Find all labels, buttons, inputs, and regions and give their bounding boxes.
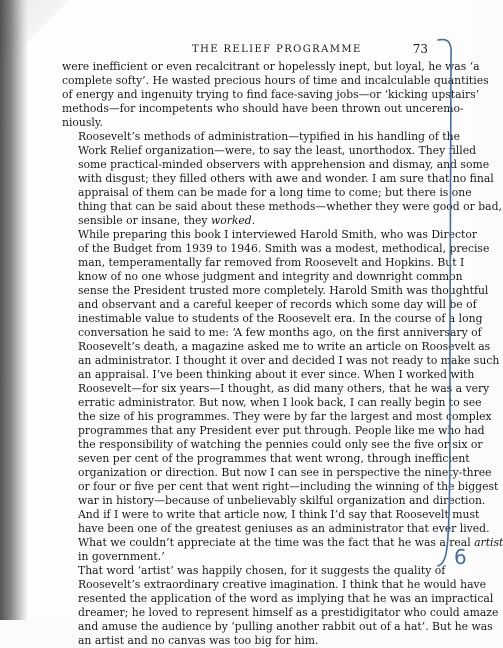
text-line: some practical-minded observers with apprehension and dismay, and some — [78, 158, 490, 171]
binding-shadow — [0, 0, 28, 620]
body-text — [62, 60, 503, 648]
text-line: resented the application of the word as implying that he was an impractical — [78, 592, 494, 605]
running-head: THE RELIEF PROGRAMME — [192, 44, 362, 55]
text-line: or four or five per cent that went right—including the winning of the biggest — [78, 480, 499, 493]
paragraph — [62, 228, 503, 564]
text-line: organization or direction. But now I can see in perspective the ninety-three — [78, 466, 492, 479]
paragraph — [62, 60, 489, 130]
margin-note: 6 — [454, 545, 467, 569]
text-line: man, temperamentally far removed from Roosevelt and Hopkins. But I — [78, 256, 465, 269]
text-line: sense the President trusted more completely. Harold Smith was thoughtful — [78, 284, 489, 297]
text-line: Roosevelt’s death, a magazine asked me to write an article on Roosevelt as — [78, 340, 491, 353]
text-line: inestimable value to students of the Roosevelt era. In the course of a long — [78, 312, 483, 325]
text-line: complete softy’. He wasted precious hours of time and incalculable quantities — [62, 74, 489, 87]
paragraph — [62, 130, 502, 228]
text-line: And if I were to write that article now, I think I’d say that Roosevelt must — [78, 508, 480, 521]
text-line: seven per cent of the programmes that went wrong, through inefficient — [78, 452, 470, 465]
text-line: an appraisal. I’ve been thinking about it ever since. When I worked with — [78, 368, 475, 381]
text-line: Work Relief organization—were, to say the least, unorthodox. They filled — [78, 144, 477, 157]
text-line: the responsibility of watching the pennies could only see the five or six or — [78, 438, 483, 451]
text-line: Roosevelt’s methods of administration—typified in his handling of the — [78, 130, 460, 143]
text-line: of the Budget from 1939 to 1946. Smith was a modest, methodical, precise — [78, 242, 490, 255]
text-line: What we couldn’t appreciate at the time was the fact that he was a real artist — [78, 536, 503, 549]
text-line: sensible or insane, they worked. — [78, 214, 256, 227]
text-line: and observant and a careful keeper of records which some day will be of — [78, 298, 477, 311]
text-line: conversation he said to me: ‘A few months ago, on the first anniversary of — [78, 326, 482, 339]
text-line: an administrator. I thought it over and decided I was not ready to make such — [78, 354, 500, 367]
text-line: have been one of the greatest geniuses as an administrator that ever lived. — [78, 522, 490, 535]
text-line: know of no one whose judgment and integrity and downright common — [78, 270, 463, 283]
text-line: thing that can be said about these methods—whether they were good or bad, — [78, 200, 502, 213]
text-line: That word ‘artist’ was happily chosen, for it suggests the quality of — [78, 564, 446, 577]
text-line: war in history—because of unbelievably skilful organization and direction. — [78, 494, 486, 507]
text-line: with disgust; they filled others with awe and wonder. I am sure that no final — [78, 172, 494, 185]
text-line: niously. — [62, 116, 103, 129]
text-line: erratic administrator. But now, when I look back, I can really begin to see — [78, 396, 482, 409]
text-line: of energy and ingenuity trying to find face-saving jobs—or ‘kicking upstairs’ — [62, 88, 480, 101]
text-line: appraisal of them can be made for a long time to come; but there is one — [78, 186, 472, 199]
text-line: Roosevelt’s extraordinary creative imagination. I think that he would have — [78, 578, 487, 591]
text-line: the size of his programmes. They were by far the largest and most complex — [78, 410, 492, 423]
page-number: 73 — [412, 42, 428, 56]
text-line: and amuse the audience by ‘pulling another rabbit out of a hat’. But he was — [78, 620, 493, 633]
text-line: dreamer; he loved to represent himself as a prestidigitator who could amaze — [78, 606, 499, 619]
text-line: programmes that any President ever put through. People like me who had — [78, 424, 485, 437]
handwritten-bracket — [436, 36, 466, 576]
text-line: in government.’ — [78, 550, 165, 563]
text-line: While preparing this book I interviewed Harold Smith, who was Director — [78, 228, 478, 241]
text-line: an artist and no canvas was too big for him. — [78, 634, 319, 647]
text-line: Roosevelt—for six years—I thought, as did many others, that he was a very — [78, 382, 490, 395]
text-line: were inefficient or even recalcitrant or hopelessly inept, but loyal, he was ‘a — [62, 60, 480, 73]
text-line: methods—for incompetents who should have been thrown out unceremo- — [62, 102, 464, 115]
paragraph — [62, 564, 499, 648]
